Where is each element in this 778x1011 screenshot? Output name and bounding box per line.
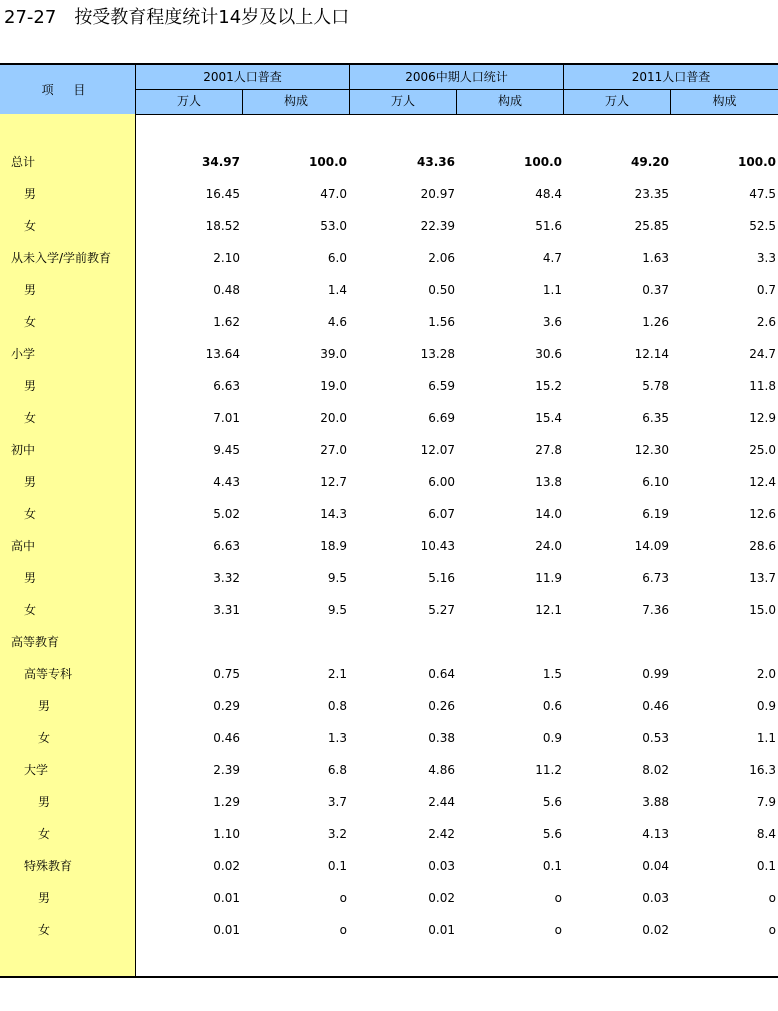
row-label: 男 — [24, 475, 37, 489]
cell-2011-share: 12.9 — [749, 411, 776, 425]
cell-2001-share: 2.1 — [327, 667, 347, 681]
cell-2006-people: 2.06 — [428, 251, 455, 265]
cell-2001-share: 53.0 — [320, 219, 347, 233]
cell-2001-people: 6.63 — [213, 379, 240, 393]
cell-2001-share: 6.0 — [327, 251, 347, 265]
table-row — [0, 338, 778, 370]
cell-2006-people: 0.01 — [428, 923, 455, 937]
cell-2011-people: 5.78 — [642, 379, 669, 393]
cell-2001-share: 39.0 — [320, 347, 347, 361]
cell-2001-share: 47.0 — [320, 187, 347, 201]
cell-2006-share: 0.1 — [542, 859, 562, 873]
cell-2001-share: o — [339, 923, 347, 937]
cell-2006-people: 6.59 — [428, 379, 455, 393]
cell-2006-people: 43.36 — [417, 155, 455, 169]
cell-2006-share: 1.1 — [542, 283, 562, 297]
cell-2001-people: 6.63 — [213, 539, 240, 553]
cell-2011-share: 2.6 — [756, 315, 776, 329]
cell-2006-share: 5.6 — [542, 827, 562, 841]
table-row — [0, 274, 778, 306]
cell-2001-people: 1.29 — [213, 795, 240, 809]
row-label: 女 — [24, 411, 37, 425]
cell-2001-share: 6.8 — [327, 763, 347, 777]
row-label: 总计 — [11, 155, 36, 169]
cell-2011-people: 0.02 — [642, 923, 669, 937]
row-label: 女 — [24, 219, 37, 233]
header-unit-2006-share: 构成 — [457, 89, 563, 114]
cell-2011-people: 7.36 — [642, 603, 669, 617]
row-label: 女 — [24, 603, 37, 617]
cell-2006-people: 6.69 — [428, 411, 455, 425]
header-group-2006: 2006中期人口统计 — [350, 65, 563, 89]
cell-2006-share: 0.9 — [542, 731, 562, 745]
cell-2006-people: 5.27 — [428, 603, 455, 617]
cell-2001-people: 18.52 — [205, 219, 240, 233]
table-bottom-rule — [0, 976, 778, 978]
table-row — [0, 658, 778, 690]
header-divider — [242, 89, 243, 114]
cell-2011-share: 25.0 — [749, 443, 776, 457]
cell-2006-people: 6.07 — [428, 507, 455, 521]
cell-2011-share: 13.7 — [749, 571, 776, 585]
table-row — [0, 402, 778, 434]
cell-2011-share: 2.0 — [756, 667, 776, 681]
page-title — [4, 6, 349, 30]
header-unit-2001-people: 万人 — [136, 89, 242, 114]
cell-2006-people: 0.02 — [428, 891, 455, 905]
cell-2011-share: 52.5 — [749, 219, 776, 233]
cell-2006-people: 0.03 — [428, 859, 455, 873]
cell-2011-people: 1.26 — [642, 315, 669, 329]
table-row — [0, 690, 778, 722]
cell-2011-people: 6.19 — [642, 507, 669, 521]
table-row — [0, 466, 778, 498]
table-row — [0, 594, 778, 626]
row-label: 男 — [24, 571, 37, 585]
header-unit-2001-share: 构成 — [243, 89, 349, 114]
table-number: 27-27 — [4, 7, 57, 28]
cell-2006-people: 13.28 — [420, 347, 455, 361]
row-label: 特殊教育 — [24, 859, 73, 873]
cell-2006-share: 30.6 — [535, 347, 562, 361]
table-row — [0, 434, 778, 466]
cell-2011-share: 0.1 — [756, 859, 776, 873]
row-label: 男 — [24, 379, 37, 393]
cell-2001-share: 27.0 — [320, 443, 347, 457]
cell-2011-people: 0.53 — [642, 731, 669, 745]
cell-2006-share: 3.6 — [542, 315, 562, 329]
header-group-2011: 2011人口普查 — [564, 65, 778, 89]
header-unit-2006-people: 万人 — [350, 89, 456, 114]
cell-2001-people: 1.62 — [213, 315, 240, 329]
cell-2001-people: 34.97 — [202, 155, 240, 169]
cell-2001-people: 0.29 — [213, 699, 240, 713]
cell-2011-share: 47.5 — [749, 187, 776, 201]
row-label: 高等专科 — [24, 667, 73, 681]
cell-2001-people: 0.46 — [213, 731, 240, 745]
row-label: 女 — [38, 923, 51, 937]
row-label: 小学 — [11, 347, 36, 361]
cell-2011-share: 0.9 — [756, 699, 776, 713]
header-divider — [670, 89, 671, 114]
header-item-cell — [0, 65, 135, 114]
cell-2006-share: 15.4 — [535, 411, 562, 425]
table-row — [0, 786, 778, 818]
table-title: 按受教育程度统计14岁及以上人口 — [74, 7, 350, 28]
cell-2011-share: 7.9 — [756, 795, 776, 809]
cell-2006-share: 24.0 — [535, 539, 562, 553]
row-label: 女 — [24, 507, 37, 521]
cell-2011-share: o — [768, 923, 776, 937]
cell-2001-people: 0.75 — [213, 667, 240, 681]
cell-2006-share: o — [554, 891, 562, 905]
cell-2006-people: 0.50 — [428, 283, 455, 297]
cell-2006-share: 13.8 — [535, 475, 562, 489]
cell-2011-people: 0.03 — [642, 891, 669, 905]
cell-2001-share: 14.3 — [320, 507, 347, 521]
cell-2011-people: 0.46 — [642, 699, 669, 713]
row-label: 男 — [38, 891, 51, 905]
cell-2006-share: 15.2 — [535, 379, 562, 393]
cell-2001-people: 13.64 — [205, 347, 240, 361]
cell-2001-people: 2.39 — [213, 763, 240, 777]
row-label: 男 — [24, 187, 37, 201]
cell-2011-share: 15.0 — [749, 603, 776, 617]
cell-2011-people: 4.13 — [642, 827, 669, 841]
cell-2001-people: 9.45 — [213, 443, 240, 457]
cell-2006-people: 10.43 — [420, 539, 455, 553]
cell-2011-people: 0.04 — [642, 859, 669, 873]
table-row — [0, 178, 778, 210]
cell-2011-share: o — [768, 891, 776, 905]
cell-2001-people: 2.10 — [213, 251, 240, 265]
row-label: 高中 — [11, 539, 36, 553]
cell-2001-share: 1.3 — [327, 731, 347, 745]
table-row — [0, 370, 778, 402]
header-divider — [349, 65, 350, 114]
cell-2001-share: 18.9 — [320, 539, 347, 553]
header-divider — [456, 89, 457, 114]
cell-2001-share: 100.0 — [309, 155, 347, 169]
table-row — [0, 562, 778, 594]
cell-2006-people: 5.16 — [428, 571, 455, 585]
header-divider — [136, 89, 778, 90]
cell-2006-share: 51.6 — [535, 219, 562, 233]
cell-2011-people: 0.37 — [642, 283, 669, 297]
header-divider — [135, 65, 136, 114]
table-row — [0, 882, 778, 914]
cell-2011-people: 49.20 — [631, 155, 669, 169]
cell-2006-people: 22.39 — [420, 219, 455, 233]
cell-2006-people: 20.97 — [420, 187, 455, 201]
cell-2011-share: 8.4 — [756, 827, 776, 841]
cell-2011-people: 6.10 — [642, 475, 669, 489]
table-row — [0, 306, 778, 338]
cell-2011-people: 1.63 — [642, 251, 669, 265]
cell-2006-share: 11.9 — [535, 571, 562, 585]
header-group-2001: 2001人口普查 — [136, 65, 349, 89]
cell-2006-share: 27.8 — [535, 443, 562, 457]
cell-2001-share: 20.0 — [320, 411, 347, 425]
cell-2001-people: 7.01 — [213, 411, 240, 425]
cell-2001-share: 3.2 — [327, 827, 347, 841]
cell-2011-people: 25.85 — [634, 219, 669, 233]
cell-2006-share: 1.5 — [542, 667, 562, 681]
cell-2006-share: 12.1 — [535, 603, 562, 617]
row-label: 男 — [38, 699, 51, 713]
cell-2001-share: 19.0 — [320, 379, 347, 393]
cell-2001-people: 3.31 — [213, 603, 240, 617]
table-row — [0, 242, 778, 274]
cell-2006-people: 12.07 — [420, 443, 455, 457]
cell-2011-people: 8.02 — [642, 763, 669, 777]
cell-2011-share: 28.6 — [749, 539, 776, 553]
table-row — [0, 210, 778, 242]
cell-2011-people: 3.88 — [642, 795, 669, 809]
cell-2006-people: 0.64 — [428, 667, 455, 681]
cell-2001-share: 4.6 — [327, 315, 347, 329]
cell-2006-share: 14.0 — [535, 507, 562, 521]
cell-2001-share: 1.4 — [327, 283, 347, 297]
table-row — [0, 754, 778, 786]
row-label: 女 — [24, 315, 37, 329]
cell-2006-people: 1.56 — [428, 315, 455, 329]
cell-2011-share: 100.0 — [738, 155, 776, 169]
row-label: 男 — [24, 283, 37, 297]
cell-2001-share: 0.8 — [327, 699, 347, 713]
cell-2011-people: 14.09 — [634, 539, 669, 553]
table-row — [0, 626, 778, 658]
cell-2011-people: 0.99 — [642, 667, 669, 681]
row-label: 男 — [38, 795, 51, 809]
cell-2006-share: 5.6 — [542, 795, 562, 809]
cell-2001-people: 3.32 — [213, 571, 240, 585]
cell-2001-people: 5.02 — [213, 507, 240, 521]
table-row — [0, 146, 778, 178]
header-item-label: 项 目 — [41, 83, 94, 97]
cell-2001-people: 4.43 — [213, 475, 240, 489]
cell-2006-share: 100.0 — [524, 155, 562, 169]
cell-2011-share: 11.8 — [749, 379, 776, 393]
table-row — [0, 722, 778, 754]
table-row — [0, 850, 778, 882]
cell-2006-share: 4.7 — [542, 251, 562, 265]
cell-2011-share: 12.6 — [749, 507, 776, 521]
cell-2001-people: 0.01 — [213, 891, 240, 905]
header-unit-2011-share: 构成 — [671, 89, 778, 114]
cell-2011-share: 16.3 — [749, 763, 776, 777]
cell-2001-people: 16.45 — [205, 187, 240, 201]
cell-2011-share: 3.3 — [756, 251, 776, 265]
cell-2011-people: 6.35 — [642, 411, 669, 425]
cell-2006-share: 48.4 — [535, 187, 562, 201]
cell-2011-people: 6.73 — [642, 571, 669, 585]
cell-2001-share: 0.1 — [327, 859, 347, 873]
cell-2001-share: 9.5 — [327, 603, 347, 617]
cell-2006-people: 0.26 — [428, 699, 455, 713]
cell-2011-share: 0.7 — [756, 283, 776, 297]
cell-2001-share: 12.7 — [320, 475, 347, 489]
header-divider — [563, 65, 564, 114]
cell-2011-share: 12.4 — [749, 475, 776, 489]
cell-2011-people: 12.14 — [634, 347, 669, 361]
table-row — [0, 498, 778, 530]
row-label: 高等教育 — [11, 635, 60, 649]
cell-2001-people: 0.02 — [213, 859, 240, 873]
cell-2006-share: o — [554, 923, 562, 937]
table-row — [0, 914, 778, 946]
row-label: 初中 — [11, 443, 36, 457]
cell-2001-share: 9.5 — [327, 571, 347, 585]
row-label: 大学 — [24, 763, 49, 777]
cell-2011-share: 24.7 — [749, 347, 776, 361]
cell-2011-people: 12.30 — [634, 443, 669, 457]
cell-2011-people: 23.35 — [634, 187, 669, 201]
cell-2001-people: 0.48 — [213, 283, 240, 297]
cell-2001-people: 0.01 — [213, 923, 240, 937]
cell-2001-people: 1.10 — [213, 827, 240, 841]
row-label: 从未入学/学前教育 — [11, 251, 112, 265]
cell-2006-people: 6.00 — [428, 475, 455, 489]
cell-2006-people: 0.38 — [428, 731, 455, 745]
cell-2006-share: 11.2 — [535, 763, 562, 777]
cell-2006-people: 2.42 — [428, 827, 455, 841]
cell-2006-people: 2.44 — [428, 795, 455, 809]
table-row — [0, 530, 778, 562]
table-row — [0, 818, 778, 850]
cell-2001-share: o — [339, 891, 347, 905]
row-label: 女 — [38, 731, 51, 745]
cell-2011-share: 1.1 — [756, 731, 776, 745]
cell-2006-people: 4.86 — [428, 763, 455, 777]
cell-2001-share: 3.7 — [327, 795, 347, 809]
row-label: 女 — [38, 827, 51, 841]
header-unit-2011-people: 万人 — [564, 89, 670, 114]
cell-2006-share: 0.6 — [542, 699, 562, 713]
